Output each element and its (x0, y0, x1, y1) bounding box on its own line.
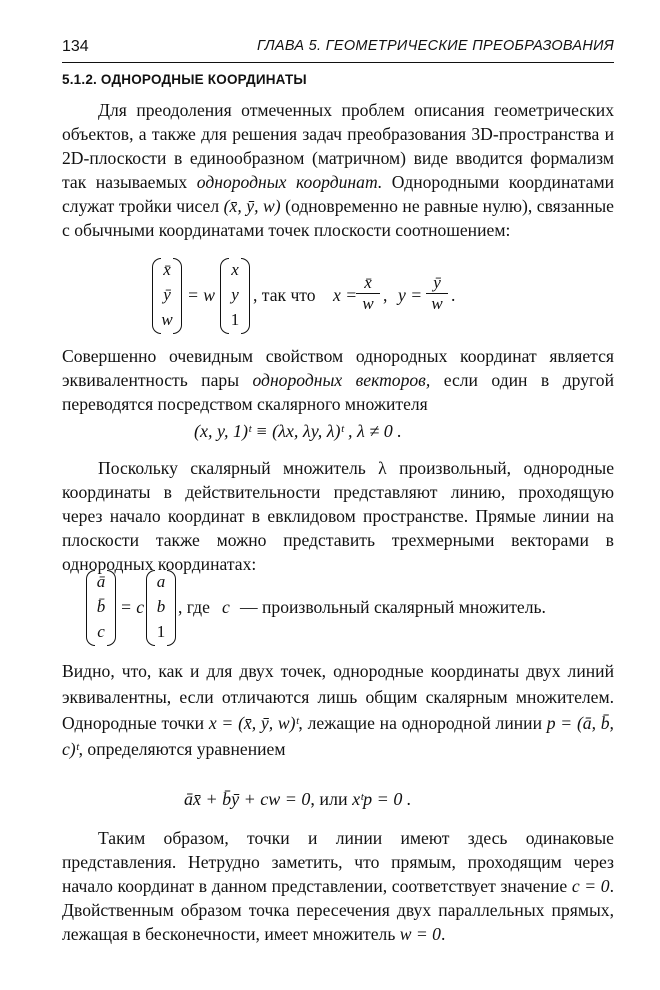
p4-x-definition: x = (x̄, ȳ, w)ᵗ (208, 713, 299, 733)
p2-text-b: если один в другой переводятся посредством скалярного множителя (62, 370, 614, 415)
vector-cell: b (156, 597, 166, 616)
p4-text-b: , лежащие на однородной линии (298, 713, 547, 733)
vector-cell: 1 (230, 310, 240, 329)
p1-triple: (x̄, ȳ, w) (223, 196, 281, 217)
vector-cell: 1 (156, 622, 166, 641)
eq1-y-lhs: y = (398, 285, 423, 305)
eq1-y-fraction (426, 273, 448, 314)
section-title: 5.1.2. ОДНОРОДНЫЕ КООРДИНАТЫ (62, 72, 307, 87)
p4-text-c: , определяются уравнением (78, 739, 286, 759)
paragraph-1 (62, 98, 614, 243)
eq3-right-vector (146, 570, 176, 646)
p2-term: однородных векторов, (252, 370, 431, 391)
p5-c-zero: c = 0 (571, 876, 610, 897)
p1-text-a: Для преодоления отмеченных проблем описания геометрических объектов, а также для решения задач преобразования 3D-пространства и 2D-плоскости в единообразном (матричном) виде вводится формализм так называемых (62, 100, 614, 193)
eq1-comma: , (383, 285, 388, 305)
fraction-denominator: w (362, 294, 374, 313)
eq1-left-vector (152, 258, 182, 334)
eq1-dot: . (451, 285, 456, 305)
paragraph-5 (62, 826, 614, 946)
eq1-equals-w: = w (187, 285, 216, 305)
eq1-x-lhs: x = (333, 285, 358, 305)
equation-4 (184, 789, 411, 810)
p2-text-a: Совершенно очевидным свойством однородных координат является эквивалентность пары (62, 346, 614, 391)
page-number: 134 (62, 38, 89, 55)
fraction-numerator: x̄ (356, 273, 380, 294)
eq3-c-symbol: c (222, 597, 230, 617)
p5-text-c: . (440, 924, 446, 945)
p4-p-definition: p = (ā, b̄, c)ᵗ (62, 713, 614, 759)
p1-text-b: Однородными координатами служат тройки чисел (62, 172, 614, 217)
p1-text-c: (одновременно не равные нулю), связанные с обычными координатами точек плоскости соотношением: (62, 196, 614, 241)
eq1-x-fraction (356, 273, 380, 314)
p4-text-a: Видно, что, как и для двух точек, однородные координаты двух линий эквивалентны, если отличаются лишь общим скалярным множителем. Однородные точки (62, 661, 614, 733)
p1-term: однородных координат. (196, 172, 383, 193)
paragraph-4 (62, 658, 614, 762)
paragraph-3: Поскольку скалярный множитель λ произвольный, однородные координаты в действительности представляют линию, проходящую через начало координат в евклидовом пространстве. Прямые линии на плоскости также можно представить трехмерными векторами в однородных координатах: (62, 458, 614, 575)
vector-cell: x̄ (163, 260, 171, 279)
p5-text-b: . Двойственным образом точка пересечения двух параллельных прямых, лежащая в бесконечности, имеет множитель (62, 876, 614, 945)
eq4-expression: āx̄ + b̄ȳ + cw = 0 (184, 789, 311, 809)
eq3-where: , где (178, 597, 210, 617)
eq3-tail: — произвольный скалярный множитель. (240, 597, 546, 617)
eq4-or: , или (310, 789, 348, 809)
vector-cell: b̄ (96, 597, 106, 616)
vector-cell: y (231, 285, 239, 304)
vector-cell: x (231, 260, 239, 279)
vector-cell: ȳ (163, 285, 171, 304)
eq3-left-vector (86, 570, 116, 646)
vector-cell: c (97, 622, 105, 641)
equation-2: (x, y, 1)ᵗ ≡ (λx, λy, λ)ᵗ , λ ≠ 0 . (194, 421, 402, 441)
fraction-numerator: ȳ (426, 273, 448, 294)
vector-cell: ā (96, 572, 106, 591)
vector-cell: a (156, 572, 166, 591)
p5-w-zero: w = 0 (399, 924, 441, 945)
eq1-so-that: , так что (253, 285, 316, 305)
page-header (62, 36, 614, 63)
fraction-denominator: w (431, 294, 443, 313)
vector-cell: w (161, 310, 173, 329)
eq4-matrix-form: xᵗp = 0 . (352, 789, 412, 809)
paragraph-2 (62, 344, 614, 416)
p5-text-a: Таким образом, точки и линии имеют здесь одинаковые представления. Нетрудно заметить, что прямым, проходящим через начало координат в данном представлении, соответствует значение (62, 828, 614, 897)
eq1-right-vector (220, 258, 250, 334)
eq3-equals-c: = c (120, 597, 145, 617)
chapter-title: ГЛАВА 5. ГЕОМЕТРИЧЕСКИЕ ПРЕОБРАЗОВАНИЯ (256, 38, 614, 54)
